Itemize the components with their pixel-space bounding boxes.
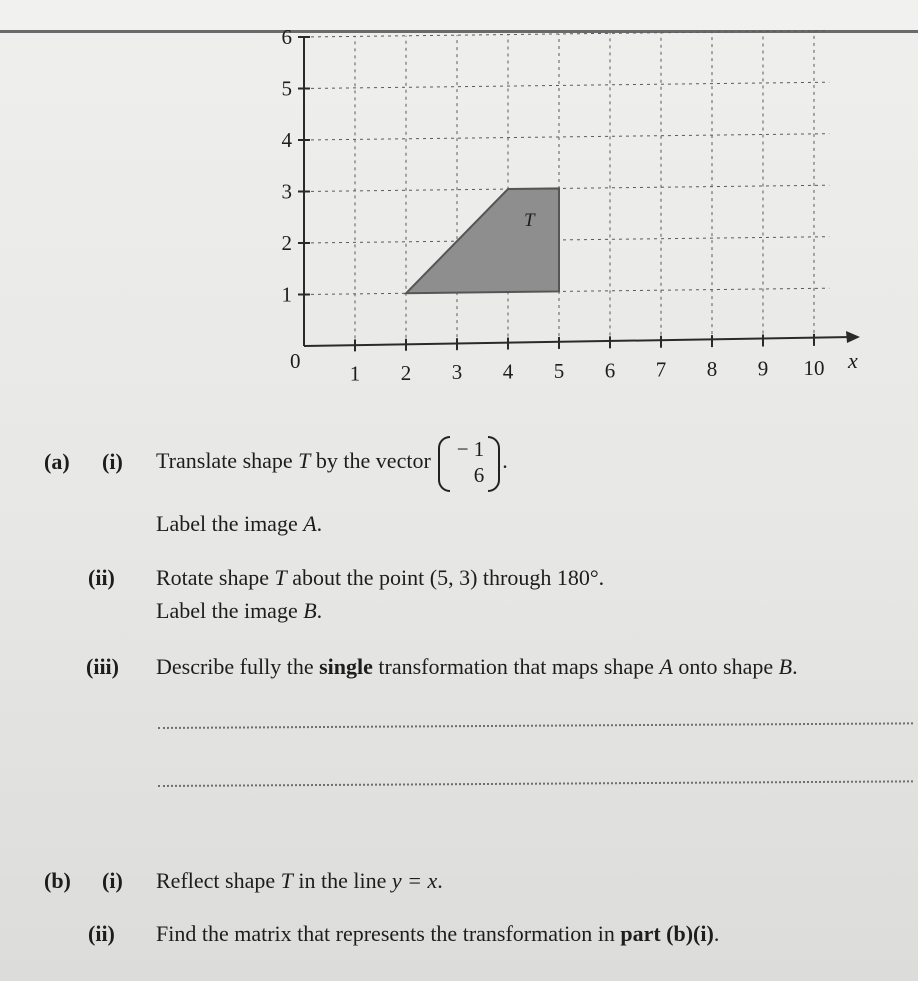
part-b-ii-label: (ii) [88, 921, 115, 946]
a-i-text-1: Translate shape [156, 448, 299, 474]
part-a-ii-text [156, 565, 604, 591]
x-tick-label: 2 [400, 360, 412, 385]
x-axis-arrow [846, 331, 860, 343]
a-i-label-text: Label the image [156, 511, 304, 536]
axes [304, 38, 860, 346]
a-i-image-a: A [303, 511, 317, 536]
x-tick-label: 10 [803, 355, 825, 380]
part-a-i-text [156, 436, 508, 490]
vector-left-paren [438, 436, 450, 492]
a-ii-label-end: . [316, 598, 323, 623]
shape-t-label: T [524, 210, 535, 231]
a-iii-shape-b: B [778, 654, 793, 679]
a-ii-angle: 180°. [556, 565, 605, 590]
answer-line-2[interactable] [158, 780, 913, 787]
part-a-ii-label: (ii) [88, 565, 115, 590]
answer-line-1[interactable] [158, 722, 913, 729]
x-axis-label: x [848, 348, 858, 373]
grid-line-horizontal [304, 237, 829, 243]
a-ii-shape-t: T [274, 565, 287, 590]
part-b-label: (b) [44, 868, 71, 893]
grid-line-horizontal [304, 185, 829, 191]
vector-right-paren [488, 436, 500, 492]
a-i-label-end: . [316, 511, 323, 536]
a-iii-text-1: Describe fully the [156, 654, 320, 679]
x-axis [304, 337, 852, 346]
translation-vector [438, 436, 500, 490]
vector-end-punct: . [502, 448, 508, 474]
y-tick-label: 3 [281, 179, 292, 204]
a-iii-text-3: onto shape [672, 654, 779, 679]
a-ii-point: (5, 3) [429, 565, 478, 590]
part-a-i-label: (i) [102, 449, 123, 474]
a-ii-text-2: about the point [286, 565, 430, 590]
y-tick-label: 2 [281, 231, 292, 255]
part-a-label: (a) [44, 449, 70, 474]
part-b-i-label: (i) [102, 868, 123, 893]
part-b-ii-text [156, 921, 719, 947]
b-i-text-2: in the line [292, 868, 392, 893]
a-iii-text-2: transformation that maps shape [372, 654, 660, 679]
b-ii-part-ref: part (b)(i) [620, 921, 714, 946]
part-a-iii-text [156, 654, 798, 680]
a-ii-image-b: B [303, 598, 317, 623]
a-ii-text-1: Rotate shape [156, 565, 275, 590]
y-tick-label: 1 [281, 282, 292, 307]
vector-bottom-value: 6 [473, 463, 485, 487]
grid-line-horizontal [304, 288, 829, 294]
part-a-iii-label: (iii) [86, 654, 119, 679]
b-i-shape-t: T [280, 868, 293, 893]
y-tick-label: 5 [281, 76, 292, 101]
origin-label: 0 [290, 349, 301, 373]
b-ii-text-1: Find the matrix that represents the transformation in [156, 921, 621, 946]
y-tick-label: 6 [281, 25, 292, 49]
coordinate-grid [0, 0, 918, 400]
part-a-i-label-instruction [156, 511, 322, 537]
x-tick-label: 4 [502, 359, 514, 384]
a-iii-end: . [792, 654, 798, 679]
grid-line-horizontal [304, 31, 829, 37]
a-i-text-2: by the vector [310, 448, 437, 474]
a-i-shape-t: T [298, 448, 311, 474]
x-tick-label: 1 [349, 361, 361, 386]
b-i-text-1: Reflect shape [156, 868, 281, 893]
shape-t [406, 188, 559, 293]
y-tick-label: 4 [281, 128, 292, 152]
x-tick-label: 8 [706, 357, 718, 382]
x-tick-label: 3 [451, 360, 463, 385]
b-i-line: y = x [391, 868, 438, 893]
x-tick-label: 7 [655, 357, 667, 382]
x-tick-label: 5 [553, 358, 565, 383]
a-iii-shape-a: A [659, 654, 673, 679]
b-i-end: . [437, 868, 443, 893]
grid-line-horizontal [304, 82, 829, 88]
vector-top-value: − 1 [456, 437, 485, 461]
part-a-ii-label-instruction [156, 598, 322, 624]
a-iii-single: single [319, 654, 373, 679]
x-tick-label: 9 [757, 356, 769, 381]
grid-lines [304, 31, 829, 346]
b-ii-end: . [713, 921, 720, 946]
x-tick-label: 6 [604, 358, 616, 383]
part-b-i-text [156, 868, 443, 894]
grid-line-horizontal [304, 134, 829, 140]
a-ii-label-text: Label the image [156, 598, 304, 623]
a-ii-text-3: through [477, 565, 557, 590]
